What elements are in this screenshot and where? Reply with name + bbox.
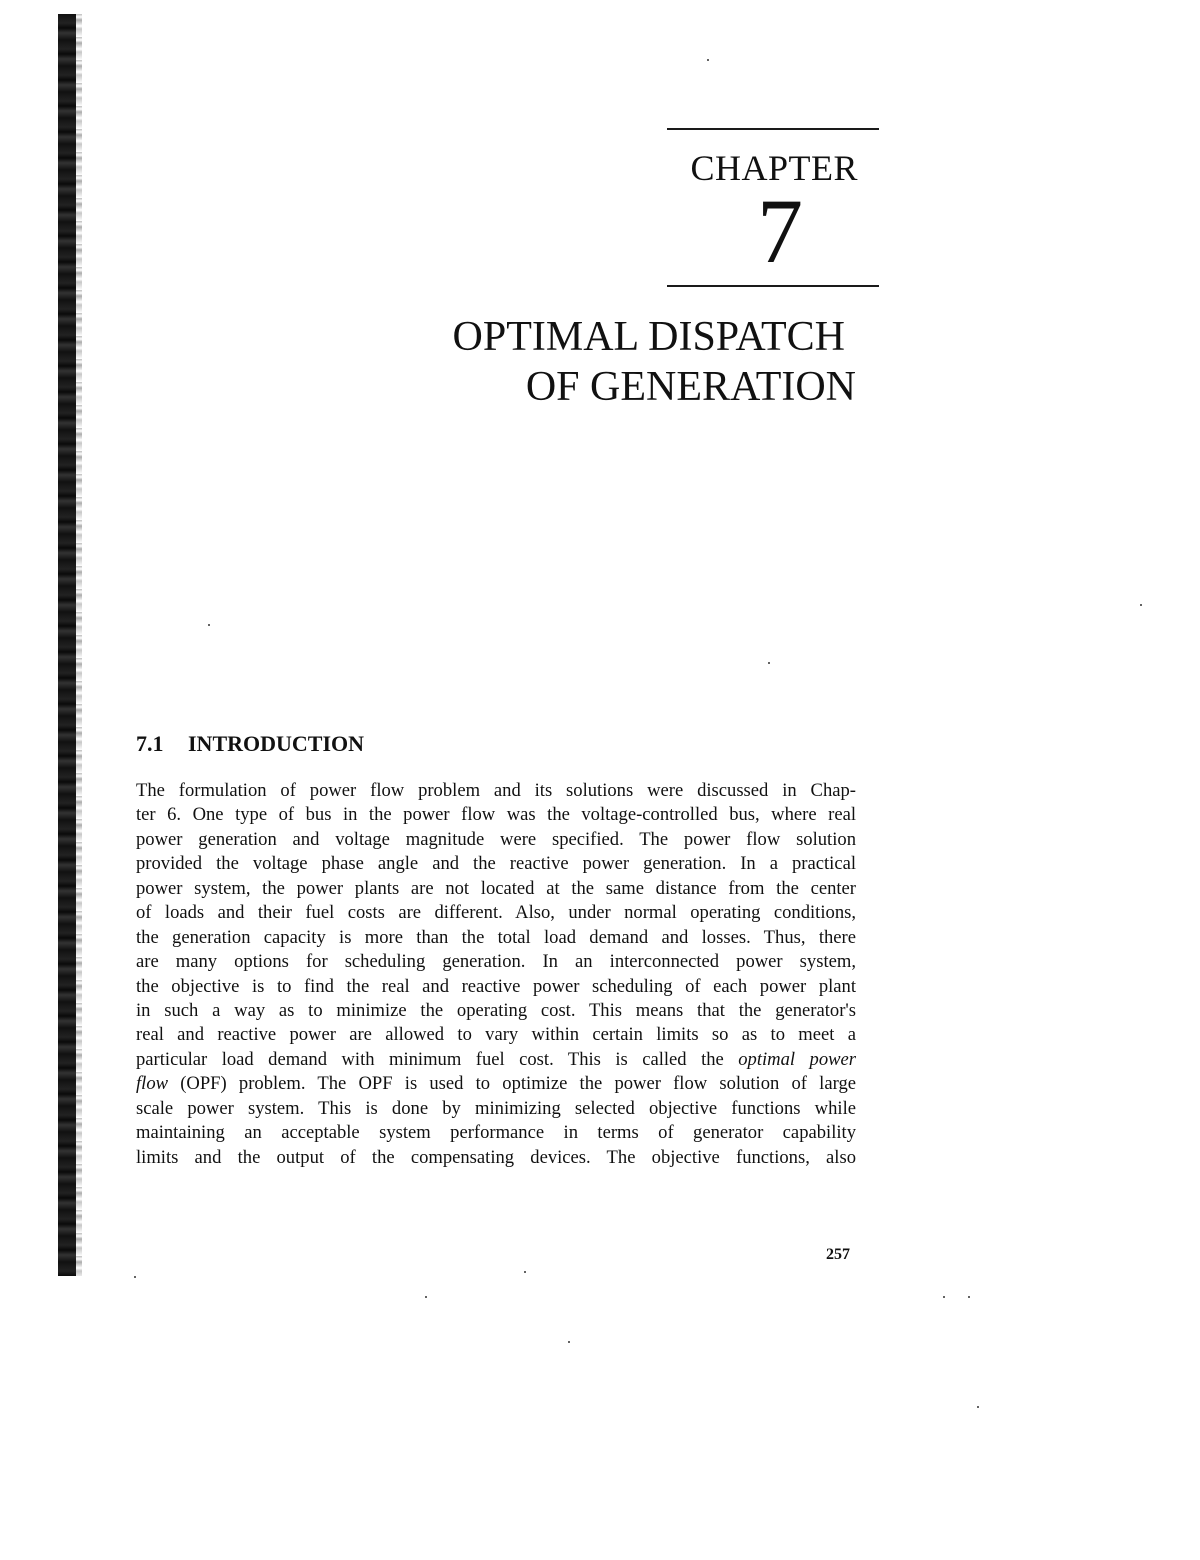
chapter-number: 7: [757, 180, 803, 282]
text-line: provided the voltage phase angle and the reactive power generation. In a practical: [136, 853, 856, 875]
text-line: limits and the output of the compensating devices. The objective functions, also: [136, 1146, 856, 1168]
text-line: power system, the power plants are not located at the same distance from the center: [136, 877, 856, 899]
text-line: in such a way as to minimize the operating cost. This means that the generator's: [136, 999, 856, 1021]
section-heading: [136, 729, 364, 759]
text-line: The formulation of power flow problem and its solutions were discussed in Chap-: [136, 780, 856, 801]
text-line: power generation and voltage magnitude were specified. The power flow solution: [136, 828, 856, 850]
chapter-title-line: OF GENERATION: [525, 364, 856, 410]
body-paragraph: [136, 779, 856, 1170]
scan-speck: [1140, 604, 1142, 606]
section-number: 7.1: [136, 731, 164, 756]
text-run: (OPF) problem. The OPF is used to optimize the power flow solution of large: [168, 1073, 856, 1095]
scan-speck: [768, 662, 770, 664]
text-line: of loads and their fuel costs are different. Also, under normal operating conditions,: [136, 902, 856, 924]
section-title: INTRODUCTION: [188, 731, 365, 756]
text-line: scale power system. This is done by minimizing selected objective functions while: [136, 1097, 856, 1119]
scan-speck: [134, 1276, 136, 1278]
page-number: 257: [826, 1246, 850, 1263]
scan-speck: [943, 1296, 945, 1298]
chapter-label: CHAPTER: [690, 148, 858, 188]
text-line: the generation capacity is more than the total load demand and losses. Thus, there: [136, 926, 856, 948]
chapter-title: [400, 312, 856, 412]
scan-speck: [208, 624, 210, 626]
scan-speck: [568, 1341, 570, 1343]
text-line: [136, 1072, 856, 1096]
emphasized-term: flow: [136, 1073, 169, 1095]
text-line: maintaining an acceptable system performance in terms of generator capability: [136, 1122, 856, 1144]
text-line: ter 6. One type of bus in the power flow was the voltage-controlled bus, where real: [136, 804, 856, 826]
book-spine-edge: [76, 14, 82, 1276]
emphasized-term: optimal power: [738, 1048, 856, 1070]
chapter-bottom-rule: [667, 285, 879, 287]
text-run: particular load demand with minimum fuel cost. This is called the: [136, 1048, 739, 1070]
text-line: are many options for scheduling generation. In an interconnected power system,: [136, 951, 856, 973]
scan-speck: [977, 1406, 979, 1408]
scan-speck: [425, 1296, 427, 1298]
scan-speck: [524, 1271, 526, 1273]
text-line: [136, 1048, 856, 1072]
scan-speck: [968, 1296, 970, 1298]
book-spine-shadow: [58, 14, 76, 1276]
text-line: the objective is to find the real and reactive power scheduling of each power plant: [136, 975, 856, 997]
scan-speck: [707, 59, 709, 61]
text-line: real and reactive power are allowed to vary within certain limits so as to meet a: [136, 1024, 856, 1046]
chapter-title-line: OPTIMAL DISPATCH: [452, 314, 845, 360]
chapter-top-rule: [667, 128, 879, 130]
